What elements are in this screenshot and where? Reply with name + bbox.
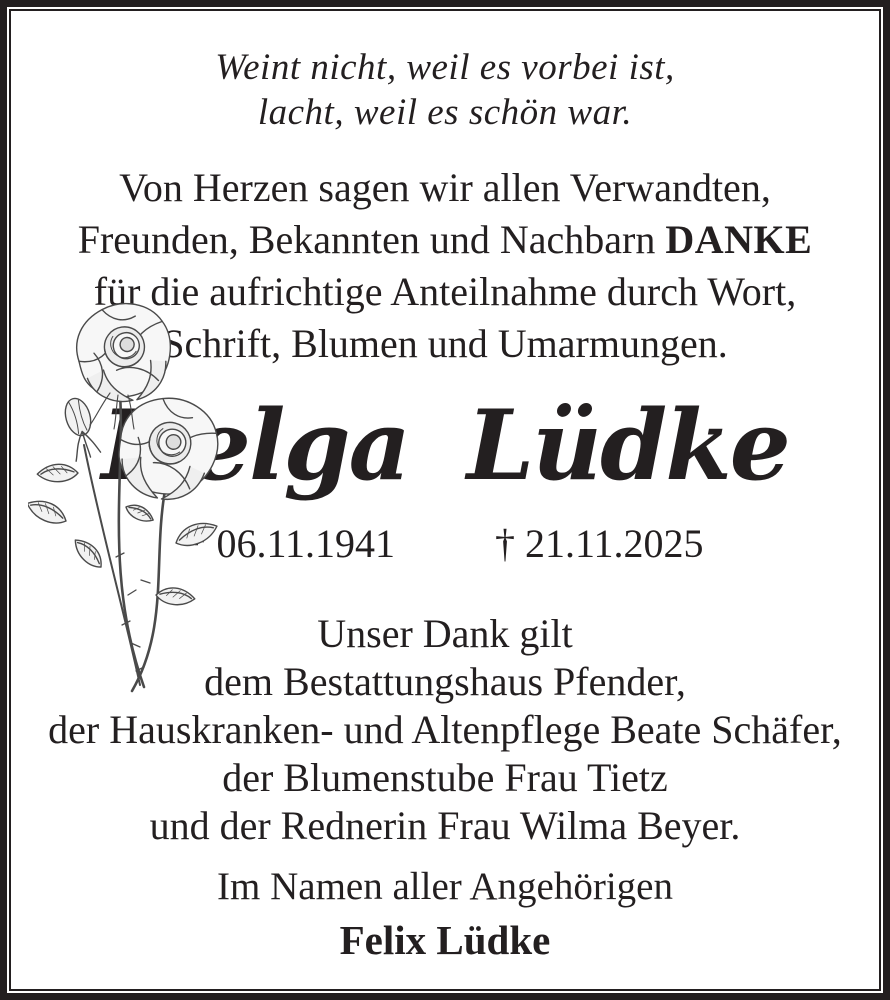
acknowledgement-line: Unser Dank gilt (317, 611, 573, 656)
obituary-notice (11, 11, 879, 989)
quote-line: Weint nicht, weil es vorbei ist, (215, 47, 675, 88)
deceased-last-name: Lüdke (466, 389, 789, 502)
opening-line: Von Herzen sagen wir allen Verwandten, (119, 165, 771, 210)
signer-name: Felix Lüdke (339, 917, 551, 963)
acknowledgement-line: dem Bestattungshaus Pfender, (204, 659, 686, 704)
opening-line: für die aufrichtige Anteilnahme durch Wort, (93, 269, 797, 314)
opening-line (11, 214, 879, 266)
thank-you-paragraph (11, 162, 879, 370)
acknowledgement-paragraph (11, 610, 879, 850)
death-date: † 21.11.2025 (495, 521, 704, 566)
birth-date: * 06.11.1941 (186, 521, 395, 566)
acknowledgement-line: der Hauskranken- und Altenpflege Beate Schäfer, (48, 707, 842, 752)
danke-emphasis: DANKE (665, 217, 813, 262)
on-behalf-line: Im Namen aller Angehörigen (217, 865, 673, 908)
deceased-first-name: Helga (101, 389, 409, 502)
life-dates (11, 520, 879, 568)
acknowledgement-line: der Blumenstube Frau Tietz (222, 755, 668, 800)
quote-line: lacht, weil es schön war. (257, 92, 633, 133)
opening-line: Schrift, Blumen und Umarmungen. (162, 321, 728, 366)
opening-line-text: Freunden, Bekannten und Nachbarn (77, 217, 656, 262)
memorial-quote (11, 45, 879, 135)
acknowledgement-line: und der Rednerin Frau Wilma Beyer. (149, 803, 741, 848)
deceased-name (11, 376, 879, 516)
